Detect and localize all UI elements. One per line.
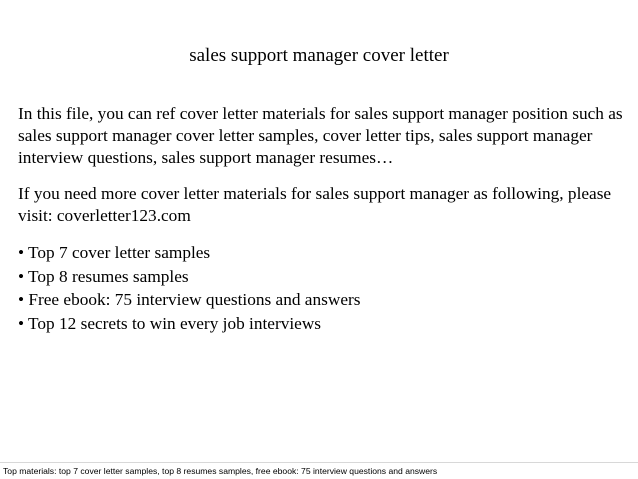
materials-list: [18, 241, 628, 335]
footer-bar: Top materials: top 7 cover letter samples, top 8 resumes samples, free ebook: 75 interview questions and answers: [0, 462, 638, 479]
list-item: • Top 7 cover letter samples: [18, 243, 211, 262]
materials-paragraph: If you need more cover letter materials for sales support manager as following, please visit: coverletter123.com: [18, 184, 612, 225]
intro-paragraph: In this file, you can ref cover letter materials for sales support manager position such as sales support manager cover letter samples, cover letter tips, sales support manager interview questions, sales support manager resumes…: [18, 104, 623, 167]
page-title: sales support manager cover letter: [189, 45, 449, 66]
list-item: • Free ebook: 75 interview questions and answers: [18, 290, 361, 309]
list-item: • Top 8 resumes samples: [18, 266, 189, 286]
list-item: • Top 12 secrets to win every job interviews: [18, 313, 322, 333]
